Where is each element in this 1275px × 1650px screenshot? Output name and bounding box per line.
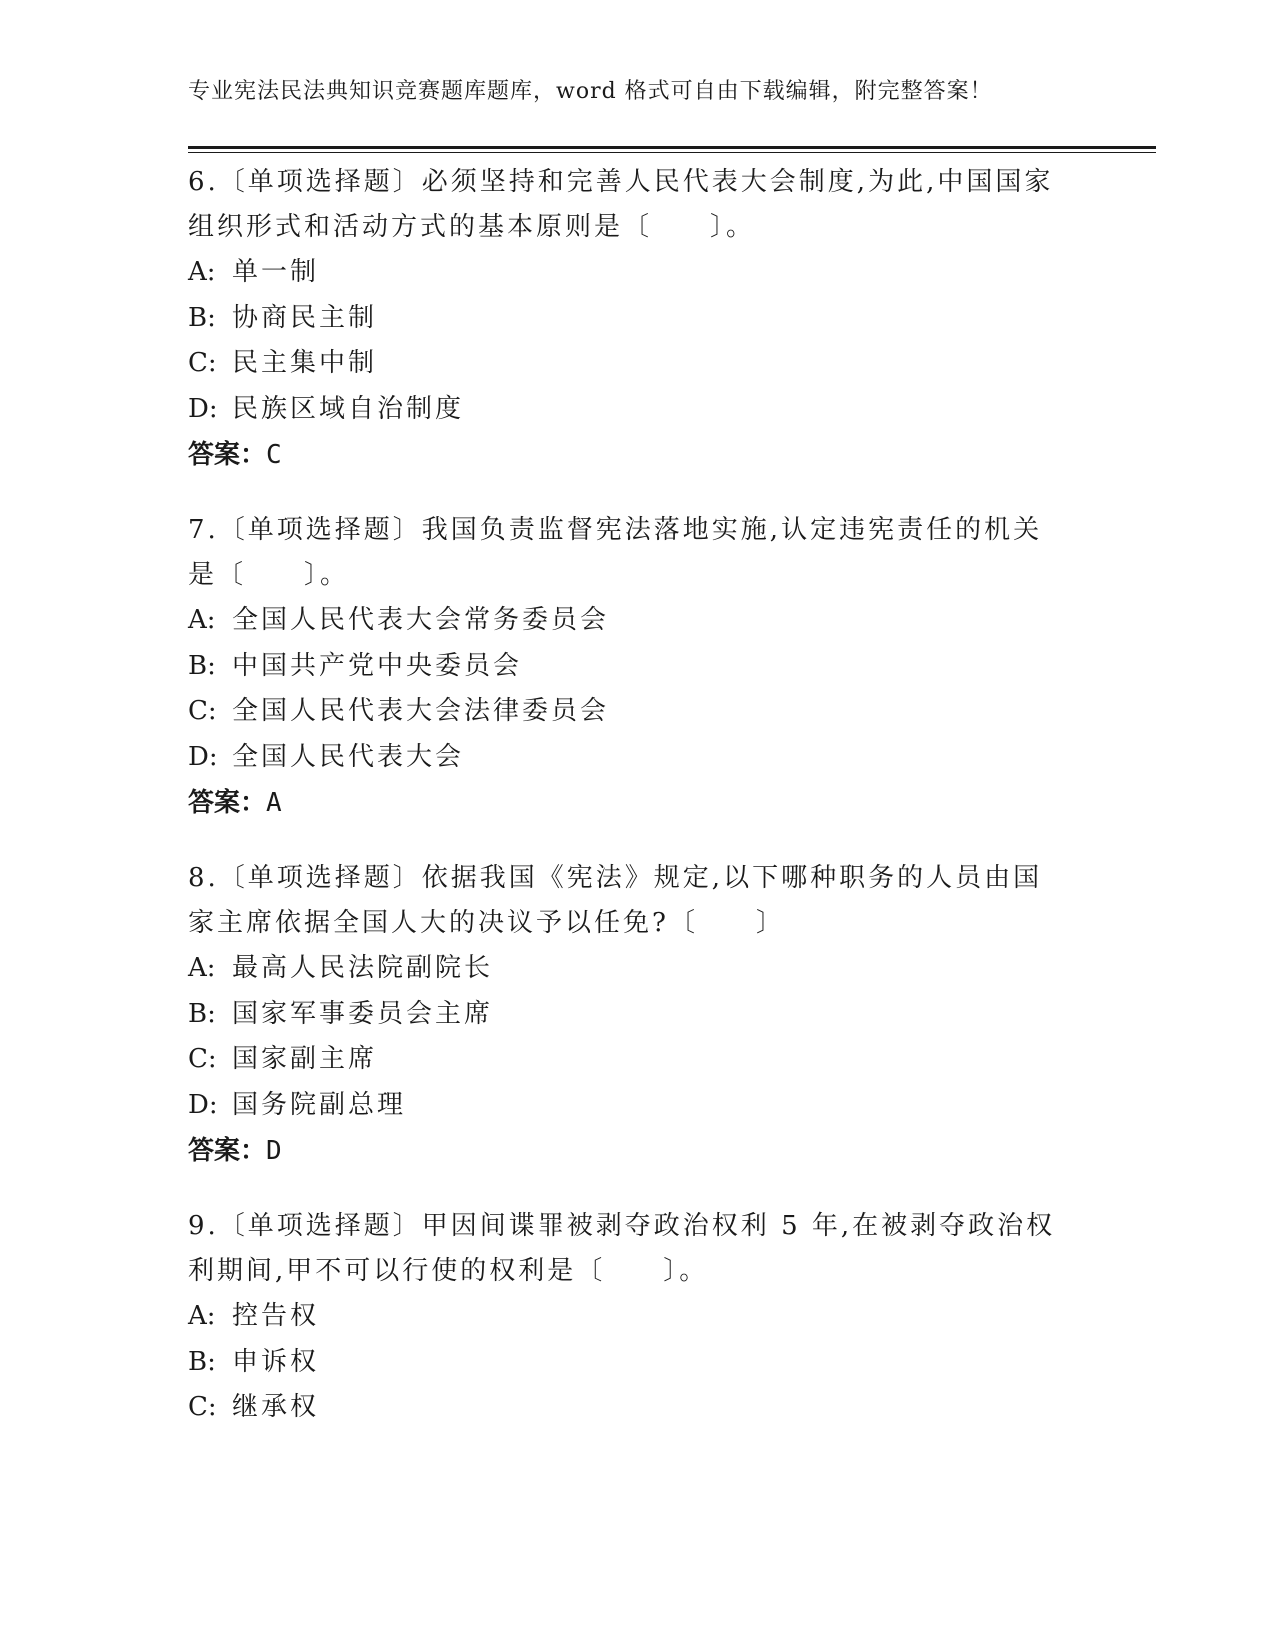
answer-line (188, 780, 1088, 826)
option-b (188, 1340, 1088, 1386)
answer-value: A (266, 788, 282, 818)
option-a (188, 598, 1088, 644)
option-key: B: (188, 650, 216, 681)
option-key: D: (188, 393, 218, 424)
option-text: 全国人民代表大会法律委员会 (232, 696, 610, 726)
option-key: A: (188, 605, 216, 635)
option-text: 单一制 (232, 257, 320, 287)
question-6 (188, 160, 1088, 478)
answer-label: 答案： (188, 440, 267, 470)
option-key: B: (188, 1346, 216, 1377)
option-a (188, 1294, 1088, 1340)
option-d (188, 735, 1088, 781)
option-text: 民族区域自治制度 (232, 393, 465, 424)
option-a (188, 250, 1088, 296)
question-list (188, 160, 1088, 1461)
question-8 (188, 856, 1088, 1174)
option-text: 中国共产党中央委员会 (232, 650, 523, 681)
option-b (188, 644, 1088, 690)
option-text: 国家军事委员会主席 (232, 998, 494, 1029)
option-c (188, 1385, 1088, 1431)
option-text: 全国人民代表大会 (232, 741, 465, 772)
option-text: 控告权 (232, 1301, 320, 1331)
option-b (188, 296, 1088, 342)
answer-label: 答案： (188, 788, 267, 818)
option-c (188, 341, 1088, 387)
page-header: 专业宪法民法典知识竞赛题库题库，word 格式可自由下载编辑，附完整答案！ (188, 79, 993, 104)
question-stem: 7.〔单项选择题〕我国负责监督宪法落地实施,认定违宪责任的机关是〔 〕。 (188, 515, 1043, 590)
option-key: C: (188, 1392, 217, 1422)
option-text: 继承权 (232, 1392, 320, 1422)
option-key: B: (188, 998, 216, 1029)
option-text: 申诉权 (232, 1346, 320, 1377)
option-b (188, 992, 1088, 1038)
answer-label: 答案： (188, 1136, 267, 1166)
option-text: 国家副主席 (232, 1044, 378, 1074)
option-d (188, 1083, 1088, 1129)
option-text: 民主集中制 (232, 348, 378, 378)
option-key: A: (188, 257, 216, 287)
option-c (188, 1037, 1088, 1083)
answer-value: D (266, 1136, 282, 1166)
question-9 (188, 1204, 1088, 1431)
question-7 (188, 508, 1088, 826)
question-stem: 9.〔单项选择题〕甲因间谍罪被剥夺政治权利 5 年,在被剥夺政治权利期间,甲不可以行使的权利是〔 〕。 (188, 1211, 1056, 1286)
option-text: 最高人民法院副院长 (232, 953, 494, 983)
option-d (188, 387, 1088, 433)
header-rule-thick (188, 146, 1156, 149)
option-key: D: (188, 741, 218, 772)
option-a (188, 946, 1088, 992)
option-key: D: (188, 1089, 218, 1120)
answer-line (188, 1128, 1088, 1174)
option-key: C: (188, 348, 217, 378)
option-c (188, 689, 1088, 735)
answer-value: C (266, 440, 282, 470)
option-text: 国务院副总理 (232, 1089, 407, 1120)
option-key: C: (188, 1044, 217, 1074)
question-stem: 8.〔单项选择题〕依据我国《宪法》规定,以下哪种职务的人员由国家主席依据全国人大的决议予以任免?〔 〕 (188, 863, 1043, 938)
option-key: A: (188, 953, 216, 983)
question-stem: 6.〔单项选择题〕必须坚持和完善人民代表大会制度,为此,中国国家组织形式和活动方式的基本原则是〔 〕。 (188, 167, 1054, 242)
answer-line (188, 432, 1088, 478)
header-rule-thin (188, 152, 1156, 153)
option-text: 全国人民代表大会常务委员会 (232, 605, 610, 635)
option-key: B: (188, 302, 216, 333)
option-key: A: (188, 1301, 216, 1331)
option-key: C: (188, 696, 217, 726)
option-text: 协商民主制 (232, 302, 378, 333)
